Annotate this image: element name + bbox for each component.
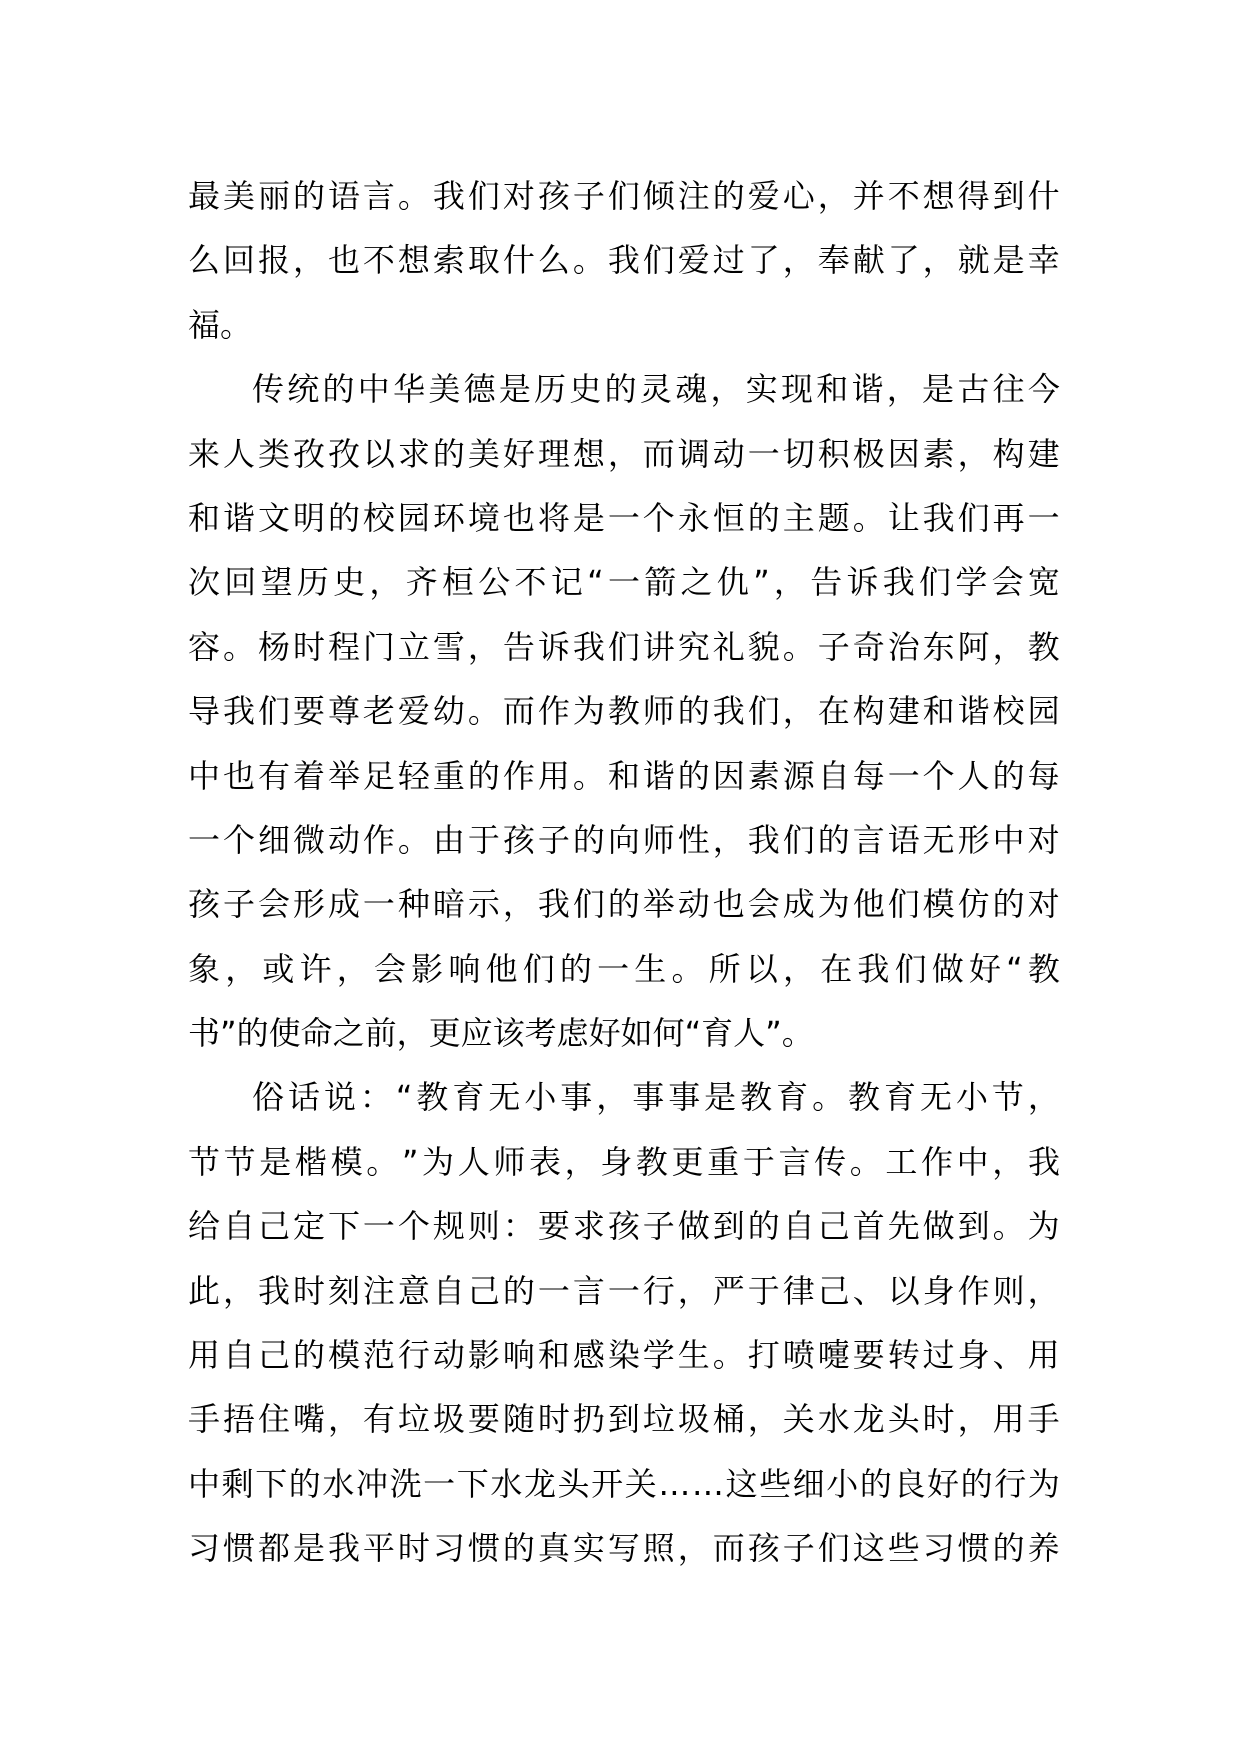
text-line: 手 捂 住 嘴 ， 有 垃 圾 要 随 时 扔 到 垃 圾 桶 ， 关 水 龙 头 时 ， 用 手 [188, 1400, 1060, 1439]
text-line: 书”的使命之前，更应该考虑好如何“育人”。 [188, 1014, 814, 1053]
text-line: 给 自 己 定 下 一 个 规 则 ： 要 求 孩 子 做 到 的 自 己 首 先 做 到 。 为 [188, 1207, 1060, 1246]
text-line: 和 谐 文 明 的 校 园 环 境 也 将 是 一 个 永 恒 的 主 题 。 让 我 们 再 一 [188, 498, 1060, 537]
text-line: 用 自 己 的 模 范 行 动 影 响 和 感 染 学 生 。 打 喷 嚏 要 转 过 身 、 用 [188, 1336, 1060, 1375]
text-line: 中 也 有 着 举 足 轻 重 的 作 用 。 和 谐 的 因 素 源 自 每 一 个 人 的 每 [188, 756, 1060, 795]
text-line: 中 剩 下 的 水 冲 洗 一 下 水 龙 头 开 关 … … 这 些 细 小 的 良 好 的 行 为 [188, 1464, 1060, 1503]
text-line: 么 回 报 ， 也 不 想 索 取 什 么 。 我 们 爱 过 了 ， 奉 献 了 ， 就 是 幸 [188, 241, 1060, 280]
text-line: 容 。 杨 时 程 门 立 雪 ， 告 诉 我 们 讲 究 礼 貌 。 子 奇 治 东 阿 ， 教 [188, 627, 1060, 666]
text-line: 此 ， 我 时 刻 注 意 自 己 的 一 言 一 行 ， 严 于 律 己 、 以 身 作 则 ， [188, 1271, 1060, 1310]
text-line: 节 节 是 楷 模 。 ” 为 人 师 表 ， 身 教 更 重 于 言 传 。 工 作 中 ， 我 [188, 1142, 1060, 1181]
text-line: 导 我 们 要 尊 老 爱 幼 。 而 作 为 教 师 的 我 们 ， 在 构 建 和 谐 校 园 [188, 692, 1060, 731]
text-line: 福。 [188, 305, 253, 344]
text-line: 来 人 类 孜 孜 以 求 的 美 好 理 想 ， 而 调 动 一 切 积 极 因 素 ， 构 建 [188, 434, 1060, 473]
text-line: 象 ， 或 许 ， 会 影 响 他 们 的 一 生 。 所 以 ， 在 我 们 做 好 “ 教 [188, 949, 1060, 988]
text-line: 最 美 丽 的 语 言 。 我 们 对 孩 子 们 倾 注 的 爱 心 ， 并 不 想 得 到 什 [188, 177, 1060, 215]
text-line: 一 个 细 微 动 作 。 由 于 孩 子 的 向 师 性 ， 我 们 的 言 语 无 形 中 对 [188, 820, 1060, 859]
text-line: 次 回 望 历 史 ， 齐 桓 公 不 记 “ 一 箭 之 仇 ” ， 告 诉 我 们 学 会 宽 [188, 563, 1060, 602]
text-line: 孩 子 会 形 成 一 种 暗 示 ， 我 们 的 举 动 也 会 成 为 他 们 模 仿 的 对 [188, 885, 1060, 924]
text-line: 传 统 的 中 华 美 德 是 历 史 的 灵 魂 ， 实 现 和 谐 ， 是 古 往 今 [252, 370, 1060, 409]
body-text [188, 164, 1060, 1581]
text-line: 习 惯 都 是 我 平 时 习 惯 的 真 实 写 照 ， 而 孩 子 们 这 些 习 惯 的 养 [188, 1529, 1060, 1568]
text-line: 俗 话 说 ： “ 教 育 无 小 事 ， 事 事 是 教 育 。 教 育 无 小 节 ， [252, 1078, 1060, 1117]
